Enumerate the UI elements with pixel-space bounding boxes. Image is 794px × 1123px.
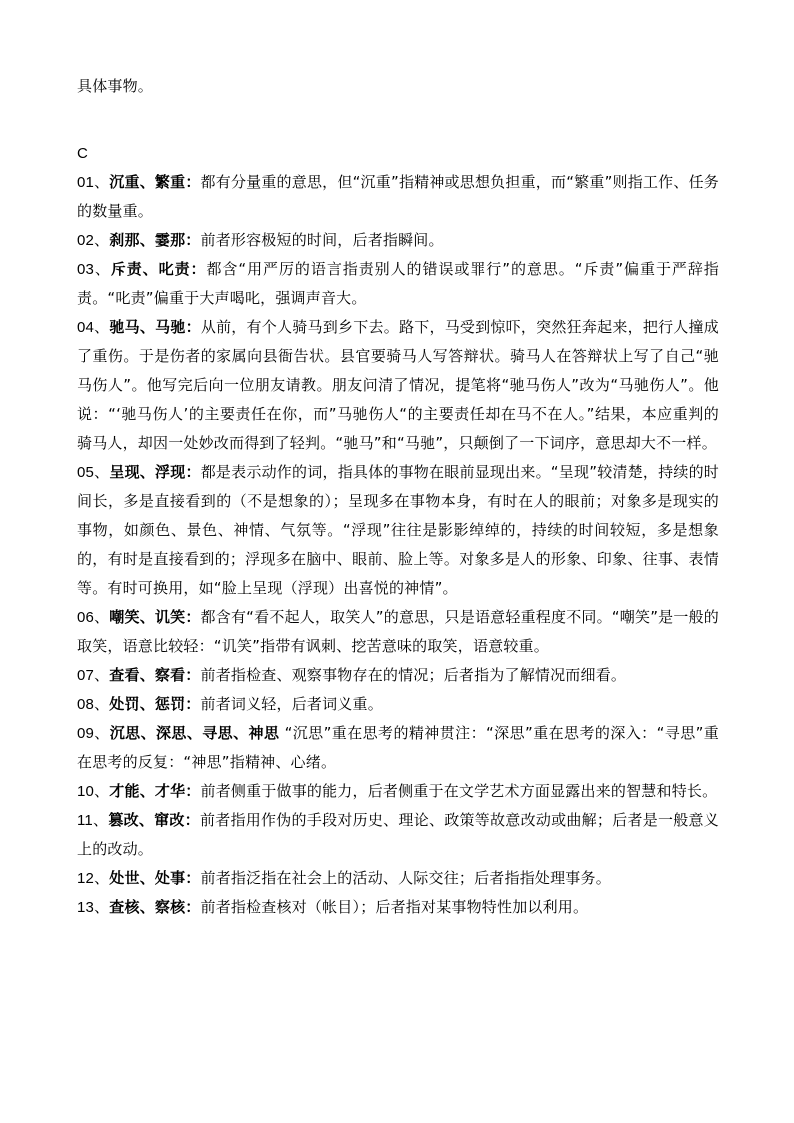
- entry-text: 都是表示动作的词，指具体的事物在眼前显现出来。“呈现”较清楚，持续的时间长，多是直接看到的（不是想象的）；呈现多在事物本身，有时在人的眼前；对象多是现实的事物，如颜色、景色、神情、气氛等。“浮现”往往是影影绰绰的，持续的时间较短，多是想象的，有时是直接看到的；浮现多在脑中、眼前、脸上等。对象多是人的形象、印象、往事、表情等。有时可换用，如“脸上呈现（浮现）出喜悦的神情”。: [77, 463, 720, 597]
- entry-number: 04、: [77, 319, 110, 336]
- entry-text: 从前，有个人骑马到乡下去。路下，马受到惊吓，突然狂奔起来，把行人撞成了重伤。于是伤者的家属向县衙告状。县官要骑马人写答辩状。骑马人在答辩状上写了自己“驰马伤人”。他写完后向一位朋友请教。朋友问清了情况，提笔将“驰马伤人”改为“马驰伤人”。他说：“‘驰马伤人’的主要责任在你，而”马驰伤人“的主要责任却在马不在人。”结果，本应重判的骑马人，却因一处妙改而得到了轻判。“驰马”和“马驰”，只颠倒了一下词序，意思却大不一样。: [77, 318, 719, 452]
- entry-term: 查看、察看：: [109, 666, 201, 684]
- entry-text: 前者指检查核对（帐目）；后者指对某事物特性加以利用。: [200, 898, 589, 916]
- entry-number: 08、: [77, 696, 110, 713]
- section-heading: [77, 139, 719, 168]
- paragraph-spacer: [77, 101, 719, 139]
- entry-08: [77, 690, 719, 719]
- intro-paragraph: [77, 72, 719, 101]
- entry-term: 查核、察核：: [109, 898, 201, 916]
- entry-number: 09、: [77, 725, 110, 742]
- entry-05: [77, 458, 719, 603]
- entry-04: [77, 313, 719, 458]
- entry-text: 前者指泛指在社会上的活动、人际交往；后者指指处理事务。: [200, 869, 611, 887]
- entry-number: 06、: [77, 609, 110, 626]
- entry-number: 10、: [77, 783, 110, 800]
- entry-10: [77, 777, 719, 806]
- entry-number: 01、: [77, 174, 110, 191]
- entry-13: [77, 893, 719, 922]
- entry-number: 07、: [77, 667, 110, 684]
- entry-01: [77, 168, 719, 226]
- entry-text: 都含“用严厉的语言指责别人的错误或罪行”的意思。“斥责”偏重于严辞指责。“叱责”偏重于大声喝叱，强调声音大。: [77, 260, 719, 307]
- entry-term: 篡改、窜改：: [108, 811, 200, 829]
- entry-text: 前者词义轻，后者词义重。: [200, 695, 383, 713]
- entry-number: 12、: [77, 870, 110, 887]
- entry-11: [77, 806, 719, 864]
- entry-term: 才能、才华：: [109, 782, 201, 800]
- entry-text: 前者指检查、观察事物存在的情况；后者指为了解情况而细看。: [200, 666, 627, 684]
- entry-term: 刹那、霎那：: [109, 231, 201, 249]
- entry-text: 前者指用作伪的手段对历史、理论、政策等故意改动或曲解；后者是一般意义上的改动。: [77, 811, 720, 858]
- entry-term: 沉思、深思、寻思、神思: [109, 724, 280, 742]
- entry-number: 11、: [77, 812, 109, 829]
- entry-number: 03、: [77, 261, 111, 278]
- entry-number: 13、: [77, 899, 110, 916]
- entry-text: “沉思”重在思考的精神贯注：“深思”重在思考的深入：“寻思”重在思考的反复：“神思”指精神、心绪。: [77, 724, 720, 771]
- entry-term: 斥责、叱责：: [110, 260, 207, 278]
- entry-02: [77, 226, 719, 255]
- entry-text: 前者侧重于做事的能力，后者侧重于在文学艺术方面显露出来的智慧和特长。: [200, 782, 718, 800]
- entry-03: [77, 255, 719, 313]
- intro-text: 具体事物。: [77, 77, 154, 95]
- entry-term: 呈现、浮现：: [109, 463, 201, 481]
- section-letter: C: [77, 145, 88, 162]
- entry-text: 前者形容极短的时间，后者指瞬间。: [200, 231, 444, 249]
- entry-text: 都有分量重的意思，但“沉重”指精神或思想负担重，而“繁重”则指工作、任务的数量重。: [77, 173, 719, 220]
- entry-12: [77, 864, 719, 893]
- entry-term: 处世、处事：: [109, 869, 201, 887]
- entry-number: 02、: [77, 232, 110, 249]
- entry-06: [77, 603, 719, 661]
- entry-term: 驰马、马驰：: [109, 318, 201, 336]
- document-body: [77, 72, 719, 922]
- entry-09: [77, 719, 719, 777]
- entry-term: 处罚、惩罚：: [109, 695, 201, 713]
- entry-term: 沉重、繁重：: [109, 173, 201, 191]
- entry-text: 都含有“看不起人，取笑人”的意思，只是语意轻重程度不同。“嘲笑”是一般的取笑，语意比较轻：“讥笑”指带有讽刺、挖苦意味的取笑，语意较重。: [77, 608, 719, 655]
- entry-term: 嘲笑、讥笑：: [109, 608, 201, 626]
- entry-number: 05、: [77, 464, 110, 481]
- entry-07: [77, 661, 719, 690]
